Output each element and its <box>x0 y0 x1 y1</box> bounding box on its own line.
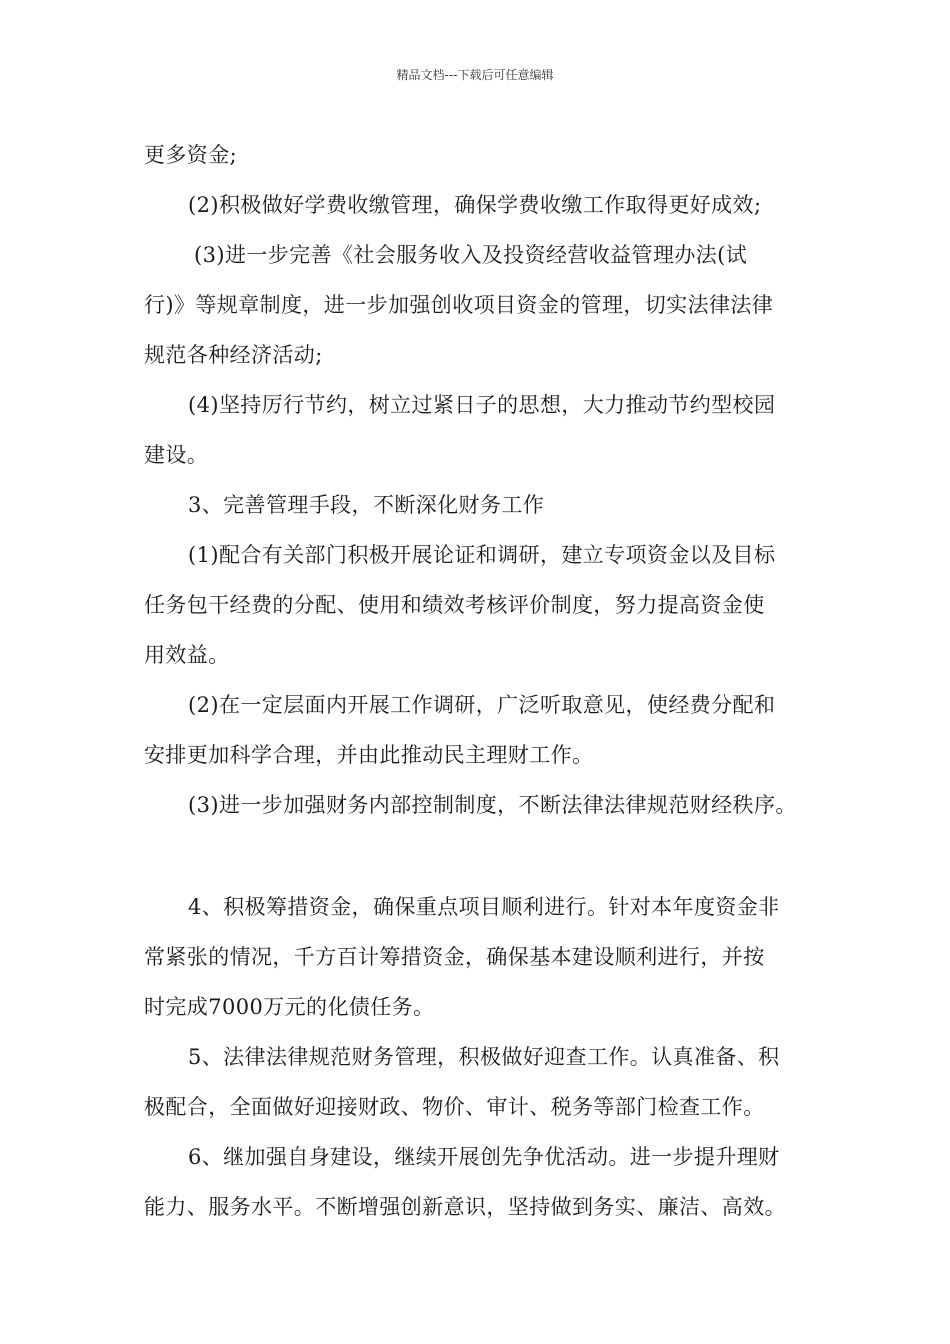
paragraph-3 <box>144 230 812 380</box>
paragraph-line: 常紧张的情况，千方百计筹措资金，确保基本建设顺利进行，并按 <box>144 945 765 969</box>
paragraph-line: 时完成7000万元的化债任务。 <box>144 995 435 1019</box>
paragraph-1 <box>144 130 812 180</box>
paragraph-10 <box>144 1032 812 1132</box>
paragraph-line: 5、法律法律规范财务管理，积极做好迎查工作。认真准备、积 <box>188 1045 780 1069</box>
paragraph-line: 6、继加强自身建设，继续开展创先争优活动。进一步提升理财 <box>188 1145 780 1169</box>
paragraph-6 <box>144 530 812 680</box>
paragraph-line: (2)积极做好学费收缴管理，确保学费收缴工作取得更好成效; <box>188 193 762 217</box>
paragraph-line: 更多资金; <box>144 143 238 167</box>
blank-spacer <box>144 830 812 882</box>
section-heading-3 <box>144 480 812 530</box>
paragraph-line: 极配合，全面做好迎接财政、物价、审计、税务等部门检查工作。 <box>144 1095 765 1119</box>
paragraph-11 <box>144 1132 812 1232</box>
paragraph-line: (3)进一步完善《社会服务收入及投资经营收益管理办法(试 <box>194 243 748 267</box>
paragraph-8 <box>144 780 812 830</box>
paragraph-line: (3)进一步加强财务内部控制制度，不断法律法律规范财经秩序。 <box>188 793 797 817</box>
paragraph-2 <box>144 180 812 230</box>
paragraph-7 <box>144 680 812 780</box>
paragraph-line: 能力、服务水平。不断增强创新意识，坚持做到务实、廉洁、高效。 <box>144 1195 786 1219</box>
paragraph-line: (2)在一定层面内开展工作调研，广泛听取意见，使经费分配和 <box>188 693 776 717</box>
paragraph-line: (1)配合有关部门积极开展论证和调研，建立专项资金以及目标 <box>188 543 776 567</box>
paragraph-9 <box>144 882 812 1032</box>
paragraph-line: 规范各种经济活动; <box>144 343 323 367</box>
paragraph-line: 行)》等规章制度，进一步加强创收项目资金的管理，切实法律法律 <box>144 293 774 317</box>
paragraph-line: 用效益。 <box>144 643 230 667</box>
page-header: 精品文档---下载后可任意编辑 <box>396 68 554 82</box>
paragraph-line: 3、完善管理手段，不断深化财务工作 <box>188 493 545 517</box>
paragraph-line: 任务包干经费的分配、使用和绩效考核评价制度，努力提高资金使 <box>144 593 765 617</box>
paragraph-line: (4)坚持厉行节约，树立过紧日子的思想，大力推动节约型校园 <box>188 393 776 417</box>
paragraph-line: 安排更加科学合理，并由此推动民主理财工作。 <box>144 743 594 767</box>
paragraph-4 <box>144 380 812 480</box>
paragraph-line: 4、积极筹措资金，确保重点项目顺利进行。针对本年度资金非 <box>188 895 780 919</box>
paragraph-line: 建设。 <box>144 443 209 467</box>
document-body <box>144 130 812 1232</box>
